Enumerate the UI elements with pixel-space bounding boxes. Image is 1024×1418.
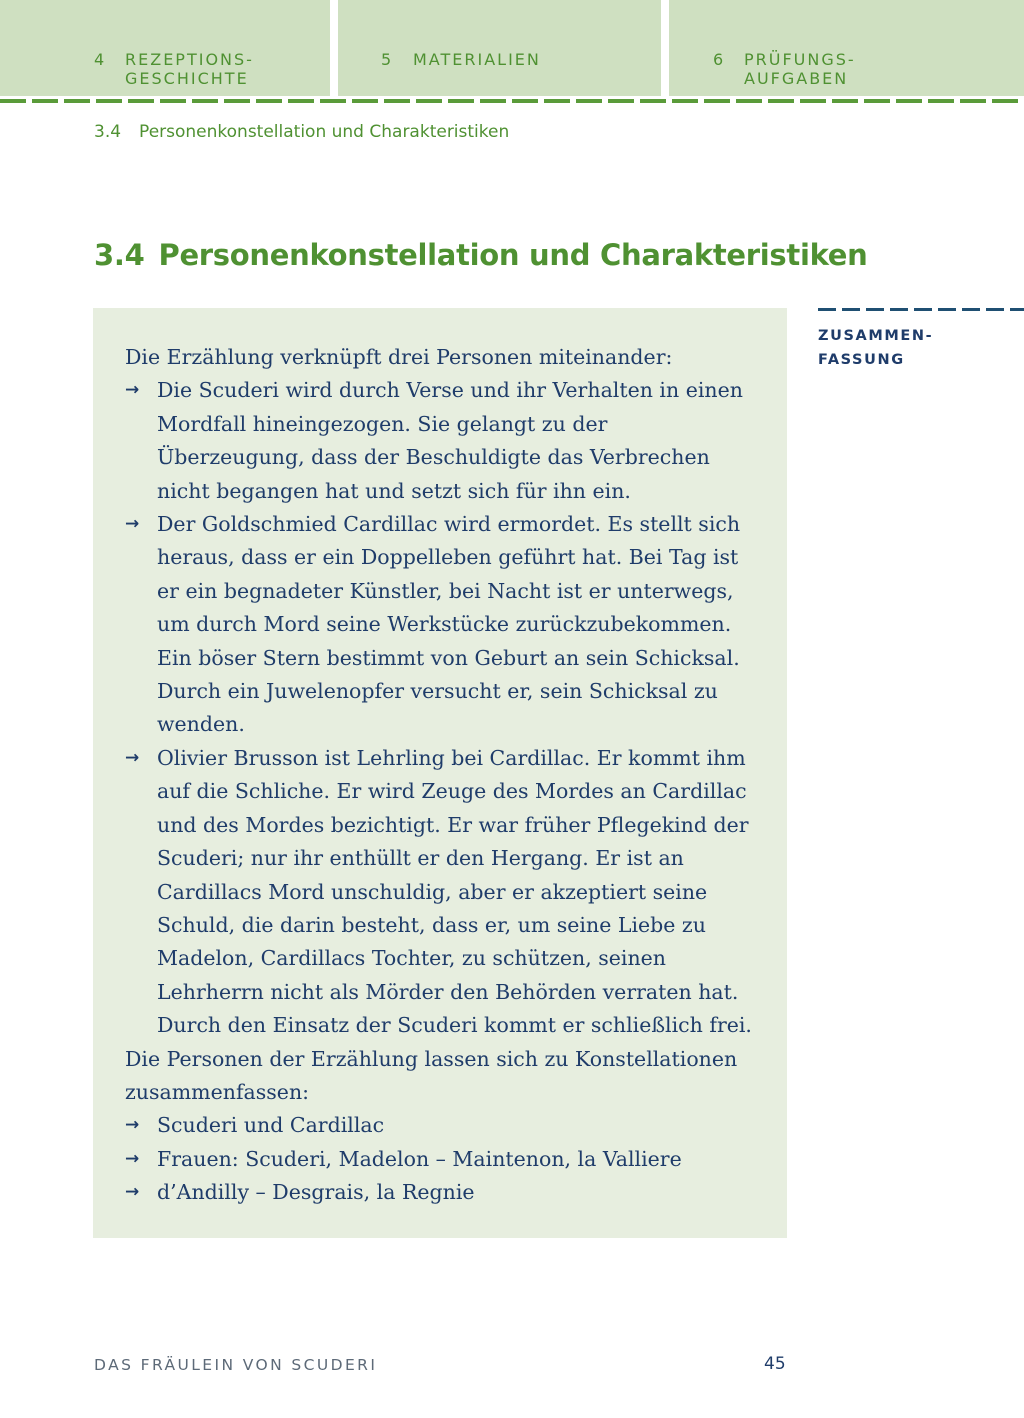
list-item: → Scuderi und Cardillac (125, 1109, 761, 1142)
tab-rezeptionsgeschichte[interactable] (0, 0, 330, 96)
tab-number: 5 (381, 50, 394, 69)
tab-number: 6 (713, 50, 726, 69)
tab-number: 4 (94, 50, 107, 69)
character-list (125, 374, 761, 1042)
list-item: → Frauen: Scuderi, Madelon – Maintenon, la Valliere (125, 1143, 761, 1176)
tab-label: REZEPTIONS- GESCHICHTE (125, 50, 254, 88)
tab-pruefungsaufgaben[interactable] (669, 0, 1024, 96)
constellation-list (125, 1109, 761, 1209)
chapter-navigation (0, 0, 1024, 96)
chapter-title: 3.4 Personenkonstellation und Charakteristiken (94, 238, 868, 272)
list-item: → Olivier Brusson ist Lehrling bei Cardillac. Er kommt ihm auf die Schliche. Er wird Zeuge des Mordes an Cardillac und des Mordes bezichtigt. Er war früher Pflegekind der Scuderi; nur ihr enthüllt er den Hergang. Er ist an Cardillacs Mord unschuldig, aber er akzeptiert seine Schuld, die darin besteht, dass er, um seine Liebe zu Madelon, Cardillacs Tochter, zu schützen, seinen Lehrherrn nicht als Mörder den Behörden verraten hat. Durch den Einsatz der Scuderi kommt er schließlich frei. (125, 742, 761, 1043)
summary-intro: Die Erzählung verknüpft drei Personen miteinander: (125, 345, 673, 369)
book-title-footer: DAS FRÄULEIN VON SCUDERI (94, 1356, 378, 1374)
list-item: → Die Scuderi wird durch Verse und ihr Verhalten in einen Mordfall hineingezogen. Sie gelangt zu der Überzeugung, dass der Beschuldigte das Verbrechen nicht begangen hat und setzt sich für ihn ein. (125, 374, 761, 508)
summary-intro-constellations: Die Personen der Erzählung lassen sich zu Konstellationen zusammenfassen: (125, 1046, 738, 1104)
arrow-right-icon: → (125, 747, 140, 768)
arrow-right-icon: → (125, 1148, 140, 1169)
arrow-right-icon: → (125, 1115, 140, 1136)
arrow-right-icon: → (125, 1182, 140, 1203)
page-number: 45 (764, 1354, 786, 1374)
running-head: 3.4 Personenkonstellation und Charakteristiken (94, 122, 510, 142)
tab-label: MATERIALIEN (413, 50, 541, 69)
arrow-right-icon: → (125, 380, 140, 401)
summary-box (93, 308, 787, 1238)
list-item: → d’Andilly – Desgrais, la Regnie (125, 1176, 761, 1209)
margin-note-zusammenfassung: ZUSAMMEN- FASSUNG (818, 328, 934, 368)
list-item: → Der Goldschmied Cardillac wird ermordet. Es stellt sich heraus, dass er ein Doppelleben geführt hat. Bei Tag ist er ein begnadeter Künstler, bei Nacht ist er unterwegs, um durch Mord seine Werkstücke zurückzubekommen. Ein böser Stern bestimmt von Geburt an sein Schicksal. Durch ein Juwelenopfer versucht er, sein Schicksal zu wenden. (125, 508, 761, 742)
tab-label: PRÜFUNGS- AUFGABEN (744, 50, 856, 88)
tab-materialien[interactable] (338, 0, 661, 96)
header-divider (0, 99, 1024, 103)
arrow-right-icon: → (125, 514, 140, 535)
margin-divider (818, 308, 1024, 311)
